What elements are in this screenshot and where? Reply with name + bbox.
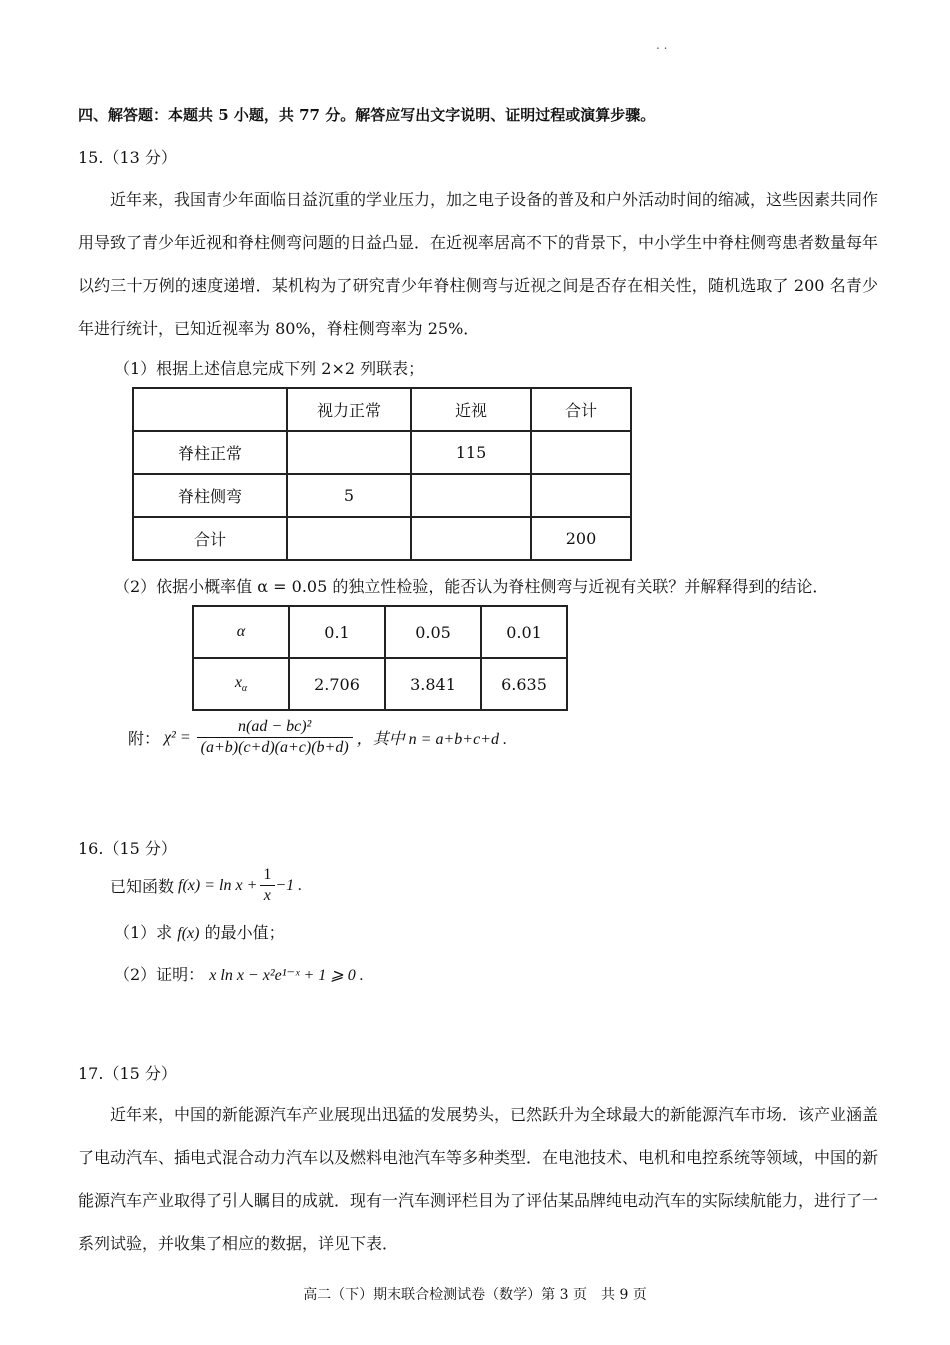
q16-given-tail: −1 . bbox=[275, 876, 303, 894]
table-cell: 0.05 bbox=[385, 606, 481, 658]
table-cell bbox=[411, 474, 531, 517]
row-label: 脊柱侧弯 bbox=[133, 474, 287, 517]
q16-number: 16.（15 分） bbox=[78, 839, 177, 858]
q15-number: 15.（13 分） bbox=[78, 148, 177, 167]
section-header: 四、解答题：本题共 5 小题，共 77 分。解答应写出文字说明、证明过程或演算步骤。 bbox=[78, 106, 656, 124]
page-footer: 高二（下）期末联合检测试卷（数学）第 3 页 共 9 页 bbox=[303, 1287, 647, 1303]
q17-paragraph: 近年来，中国的新能源汽车产业展现出迅猛的发展势头，已然跃升为全球最大的新能源汽车市场．该产业涵盖了电动汽车、插电式混合动力汽车以及燃料电池汽车等多种类型．在电池技术、电机和电控系统等领域，中国的新能源汽车产业取得了引人瞩目的成就．现有一汽车测评栏目为了评估某品牌纯电动汽车的实际续航能力，进行了一系列试验，并收集了相应的数据，详见下表． bbox=[78, 1105, 879, 1253]
q16-part2 bbox=[114, 964, 364, 987]
table-cell: 0.01 bbox=[481, 606, 567, 658]
formula-fraction bbox=[197, 718, 353, 757]
alpha-subscript: α bbox=[241, 683, 248, 695]
table-cell bbox=[411, 517, 531, 560]
q16-part1-suffix: 的最小值； bbox=[204, 923, 285, 942]
table-row bbox=[133, 474, 631, 517]
table-header: 合计 bbox=[531, 388, 631, 431]
table-cell bbox=[133, 388, 287, 431]
table-cell: 6.635 bbox=[481, 658, 567, 710]
q16-given-fraction bbox=[259, 866, 275, 905]
table-cell: 115 bbox=[411, 431, 531, 474]
chi-square-formula bbox=[128, 718, 507, 757]
q16-part2-expr: x ln x − x²e¹⁻ˣ + 1 ⩾ 0 . bbox=[209, 967, 364, 984]
q16-part1 bbox=[114, 922, 285, 945]
table-cell bbox=[287, 431, 411, 474]
table-cell: 3.841 bbox=[385, 658, 481, 710]
table-cell: 200 bbox=[531, 517, 631, 560]
q15-part2: （2）依据小概率值 α = 0.05 的独立性检验，能否认为脊柱侧弯与近视有关联？并解释得到的结论． bbox=[114, 577, 829, 596]
q15-paragraph: 近年来，我国青少年面临日益沉重的学业压力，加之电子设备的普及和户外活动时间的缩减，这些因素共同作用导致了青少年近视和脊柱侧弯问题的日益凸显．在近视率居高不下的背景下，中小学生中脊柱侧弯患者数量每年以约三十万例的速度递增．某机构为了研究青少年脊柱侧弯与近视之间是否存在相关性，随机选取了 200 名青少年进行统计，已知近视率为 80%，脊柱侧弯率为 25%． bbox=[78, 190, 879, 338]
row-label: 脊柱正常 bbox=[133, 431, 287, 474]
table-header: 近视 bbox=[411, 388, 531, 431]
appendix-label: 附： bbox=[128, 729, 161, 748]
formula-numerator: n(ad − bc)² bbox=[237, 718, 312, 735]
q17-number: 17.（15 分） bbox=[78, 1064, 177, 1083]
q16-part2-prefix: （2）证明： bbox=[114, 965, 205, 984]
q16-given bbox=[110, 866, 302, 905]
alpha-label: α bbox=[193, 606, 289, 658]
formula-tail: ，其中 n = a+b+c+d . bbox=[356, 731, 507, 748]
row-label: 合计 bbox=[133, 517, 287, 560]
table-row bbox=[133, 431, 631, 474]
table-header: 视力正常 bbox=[287, 388, 411, 431]
table-cell: 2.706 bbox=[289, 658, 385, 710]
q16-given-prefix: 已知函数 bbox=[110, 877, 175, 896]
q16-part1-prefix: （1）求 bbox=[114, 923, 173, 942]
table-cell bbox=[531, 474, 631, 517]
critical-value-table bbox=[192, 605, 568, 711]
table-row bbox=[133, 517, 631, 560]
x-alpha-label bbox=[193, 658, 289, 710]
table-row bbox=[193, 658, 567, 710]
fraction-denominator: x bbox=[260, 885, 275, 905]
corner-mark: . . bbox=[656, 38, 668, 52]
contingency-table bbox=[132, 387, 632, 561]
table-row bbox=[193, 606, 567, 658]
x-symbol: x bbox=[234, 673, 242, 691]
table-cell: 0.1 bbox=[289, 606, 385, 658]
q16-part1-func: f(x) bbox=[177, 925, 200, 942]
table-cell: 5 bbox=[287, 474, 411, 517]
q16-given-func: f(x) = ln x + bbox=[178, 876, 258, 894]
fraction-numerator: 1 bbox=[263, 866, 272, 883]
formula-denominator: (a+b)(c+d)(a+c)(b+d) bbox=[197, 737, 353, 757]
table-cell bbox=[531, 431, 631, 474]
formula-lhs: χ² = bbox=[164, 728, 191, 746]
q15-part1: （1）根据上述信息完成下列 2×2 列联表； bbox=[114, 359, 425, 378]
table-cell bbox=[287, 517, 411, 560]
